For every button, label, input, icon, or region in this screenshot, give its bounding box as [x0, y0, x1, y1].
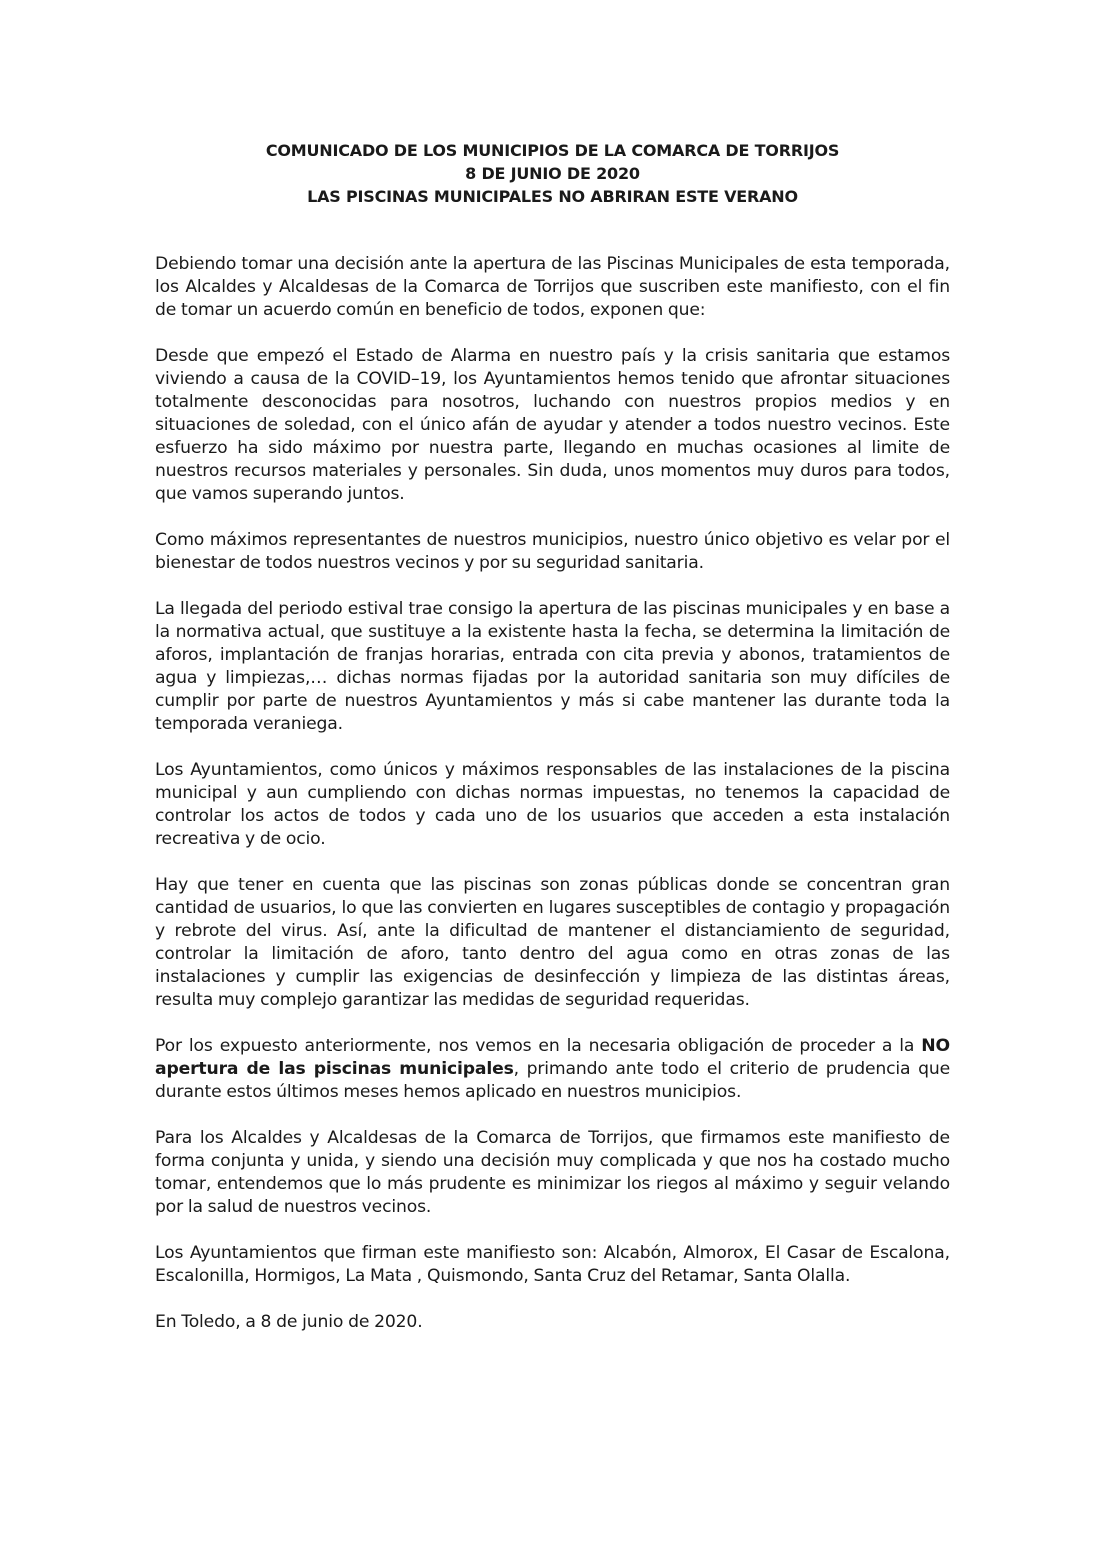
decision-text-before: Por los expuesto anteriormente, nos vemos en la necesaria obligación de proceder a la	[155, 1036, 922, 1056]
header-title: COMUNICADO DE LOS MUNICIPIOS DE LA COMARCA DE TORRIJOS	[265, 141, 840, 160]
document-header	[155, 139, 950, 208]
paragraph-signatories: Los Ayuntamientos que firman este manifiesto son: Alcabón, Almorox, El Casar de Escalona, Escalonilla, Hormigos, La Mata , Quismondo, Santa Cruz del Retamar, Santa Olalla.	[155, 1243, 950, 1286]
paragraph-risks: Hay que tener en cuenta que las piscinas son zonas públicas donde se concentran gran cantidad de usuarios, lo que las convierten en lugares susceptibles de contagio y propagación y rebrote del virus. Así, ante la dificultad de mantener el distanciamiento de seguridad, controlar la limitación de aforo, tanto dentro del agua como en otras zonas de las instalaciones y cumplir las exigencias de desinfección y limpieza de las distintas áreas, resulta muy complejo garantizar las medidas de seguridad requeridas.	[155, 875, 950, 1010]
header-subtitle: LAS PISCINAS MUNICIPALES NO ABRIRAN ESTE VERANO	[307, 187, 798, 206]
paragraph-intro: Debiendo tomar una decisión ante la apertura de las Piscinas Municipales de esta temporada, los Alcaldes y Alcaldesas de la Comarca de Torrijos que suscriben este manifiesto, con el fin de tomar un acuerdo común en beneficio de todos, exponen que:	[155, 254, 950, 320]
paragraph-responsibility: Los Ayuntamientos, como únicos y máximos responsables de las instalaciones de la piscina municipal y aun cumpliendo con dichas normas impuestas, no tenemos la capacidad de controlar los actos de todos y cada uno de los usuarios que acceden a esta instalación recreativa y de ocio.	[155, 760, 950, 849]
paragraph-objective: Como máximos representantes de nuestros municipios, nuestro único objetivo es velar por el bienestar de todos nuestros vecinos y por su seguridad sanitaria.	[155, 530, 950, 573]
paragraph-place-date: En Toledo, a 8 de junio de 2020.	[155, 1312, 423, 1332]
paragraph-decision	[155, 1035, 950, 1104]
decision-bold-text: NO apertura de las piscinas municipales	[155, 1036, 950, 1079]
paragraph-conclusion: Para los Alcaldes y Alcaldesas de la Comarca de Torrijos, que firmamos este manifiesto de forma conjunta y unida, y siendo una decisión muy complicada y que nos ha costado mucho tomar, entendemos que lo más prudente es minimizar los riegos al máximo y seguir velando por la salud de nuestros vecinos.	[155, 1128, 950, 1217]
paragraph-regulations: La llegada del periodo estival trae consigo la apertura de las piscinas municipales y en base a la normativa actual, que sustituye a la existente hasta la fecha, se determina la limitación de aforos, implantación de franjas horarias, entrada con cita previa y abonos, tratamientos de agua y limpiezas,… dichas normas fijadas por la autoridad sanitaria son muy difíciles de cumplir por parte de nuestros Ayuntamientos y más si cabe mantener las durante toda la temporada veraniega.	[155, 599, 950, 734]
header-date: 8 DE JUNIO DE 2020	[465, 164, 640, 183]
document-body	[155, 253, 950, 1357]
decision-text-after: , primando ante todo el criterio de prudencia que durante estos últimos meses hemos aplicado en nuestros municipios.	[155, 1059, 950, 1102]
paragraph-context: Desde que empezó el Estado de Alarma en nuestro país y la crisis sanitaria que estamos viviendo a causa de la COVID–19, los Ayuntamientos hemos tenido que afrontar situaciones totalmente desconocidas para nosotros, luchando con nuestros propios medios y en situaciones de soledad, con el único afán de ayudar y atender a todos nuestro vecinos. Este esfuerzo ha sido máximo por nuestra parte, llegando en muchas ocasiones al limite de nuestros recursos materiales y personales. Sin duda, unos momentos muy duros para todos, que vamos superando juntos.	[155, 346, 950, 504]
